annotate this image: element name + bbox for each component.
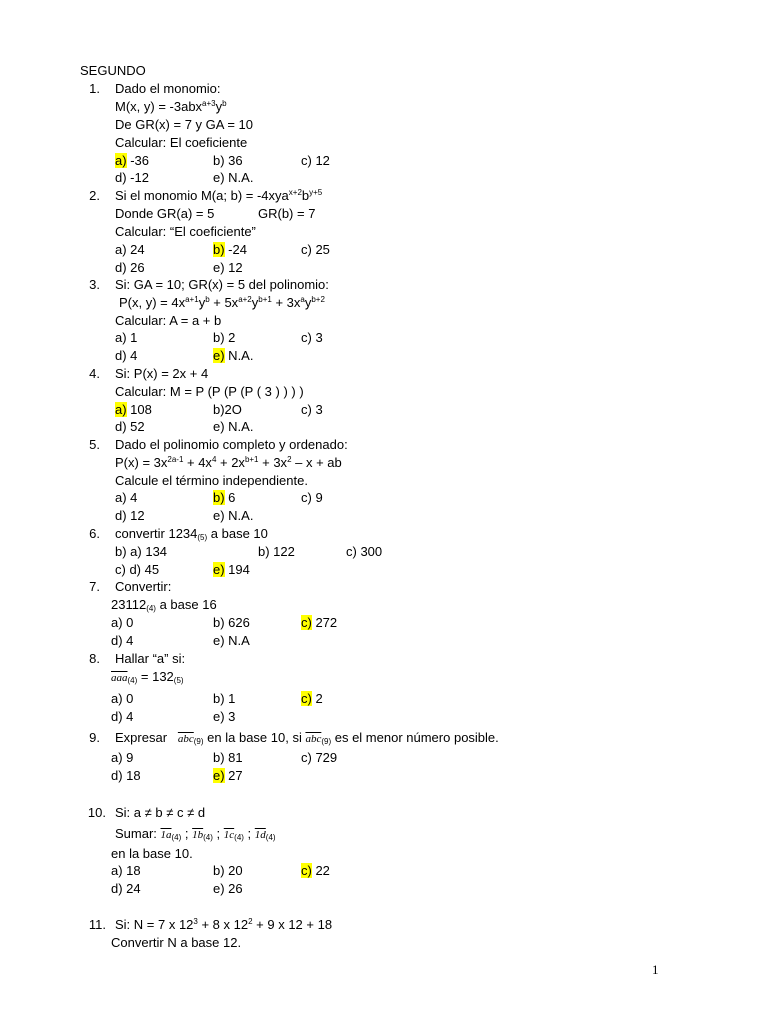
option-a: a) 18 xyxy=(111,863,141,878)
option-b: b) 81 xyxy=(213,750,243,765)
polynomial: P(x, $y) = 4x^{a+1}y^b + 5x^{a+2}y^{b+1} + 3x^ay^{b+2}$ xyxy=(119,295,325,310)
question-number: 2. xyxy=(89,188,100,203)
question-number: 5. xyxy=(89,437,100,452)
question-text: Hallar “a” si: xyxy=(115,651,186,666)
polynomial: $P(x) = 3x^{2a-1} + 4x^4 + 2x^{b+1} + 3x^2 - x$ + ab xyxy=(115,455,342,470)
option-d: d) 24 xyxy=(111,881,141,896)
instruction: Calcular: M = P (P (P (P ( 3 ) ) ) ) xyxy=(115,384,304,399)
option-a: a) 9 xyxy=(111,750,134,765)
option-d: d) 26 xyxy=(115,260,145,275)
option-e: e) N.A. xyxy=(213,348,254,363)
question-number: 6. xyxy=(89,526,100,541)
question-text: Si el monomio M(a; $b) = -4xya^{x+2}b^{y+5}$ xyxy=(115,188,323,203)
instruction: Calcule el término independiente. xyxy=(115,473,308,488)
option-c: c) 22 xyxy=(301,863,330,878)
instruction: Convertir N a base 12. xyxy=(111,935,242,950)
option-d: c) d) 45 xyxy=(115,562,160,577)
option-b: b) 20 xyxy=(213,863,243,878)
question-number: 8. xyxy=(89,651,100,666)
question-text: Dado el polinomio completo y ordenado: xyxy=(115,437,348,452)
option-b: b) -24 xyxy=(213,242,247,257)
instruction: en la base 10. xyxy=(111,846,193,861)
option-a: a) 0 xyxy=(111,615,134,630)
question-number: 4. xyxy=(89,366,100,381)
number-expression: $23112_{(4)}$ a base 16 xyxy=(111,597,217,613)
question-number: 7. xyxy=(89,579,100,594)
question-number: 11. xyxy=(88,917,106,932)
option-b: b) 626 xyxy=(213,615,250,630)
option-c: c) 729 xyxy=(301,750,338,765)
question-number: 10. xyxy=(87,805,106,820)
option-d: d) 52 xyxy=(115,419,145,434)
option-c: c) 25 xyxy=(301,242,330,257)
answer-highlight: e) xyxy=(213,562,225,577)
number-expression: $\overline{aaa}_{(4)} = 132_{(5)}$ xyxy=(111,669,184,685)
option-c: c) 3 xyxy=(301,330,323,345)
instruction: Calcular: El coeficiente xyxy=(115,135,248,150)
option-b: b) 6 xyxy=(213,490,236,505)
question-text: Convertir: xyxy=(115,579,172,594)
option-b: b) 122 xyxy=(258,544,295,559)
option-e: e) 194 xyxy=(213,562,250,577)
option-c: c) 12 xyxy=(301,153,330,168)
option-e: e) N.A. xyxy=(213,419,254,434)
instruction: Calcular: “El coeficiente” xyxy=(115,224,256,239)
option-e: e) 27 xyxy=(213,768,243,783)
option-e: e) 26 xyxy=(213,881,243,896)
option-c: c) 9 xyxy=(301,490,323,505)
heading: SEGUNDO xyxy=(80,63,146,78)
option-e: e) 12 xyxy=(213,260,243,275)
option-a: b) a) 134 xyxy=(115,544,168,559)
answer-highlight: a) xyxy=(115,402,127,417)
answer-highlight: c) xyxy=(301,691,312,706)
formula: M(x, $y) = -3abx^{a+3}y^b$ xyxy=(115,99,227,114)
option-a: a) -36 xyxy=(115,153,149,168)
option-d: d) 4 xyxy=(115,348,138,363)
instruction: Calcular: A = a + b xyxy=(115,313,222,328)
question-text: Si: P(x) = 2x + 4 xyxy=(115,366,209,381)
option-b: b) 1 xyxy=(213,691,236,706)
question-text: Si: a ≠ b ≠ c ≠ d xyxy=(115,805,206,820)
option-a: a) 4 xyxy=(115,490,138,505)
answer-highlight: b) xyxy=(213,490,225,505)
option-a: a) 1 xyxy=(115,330,138,345)
answer-highlight: a) xyxy=(115,153,127,168)
answer-highlight: c) xyxy=(301,863,312,878)
option-a: a) 0 xyxy=(111,691,134,706)
answer-highlight: b) xyxy=(213,242,225,257)
option-c: c) 2 xyxy=(301,691,323,706)
option-c: c) 3 xyxy=(301,402,323,417)
option-a: a) 24 xyxy=(115,242,145,257)
question-number: 9. xyxy=(89,730,100,745)
option-e: e) 3 xyxy=(213,709,236,724)
option-b: b) 2 xyxy=(213,330,236,345)
answer-highlight: e) xyxy=(213,768,225,783)
option-b: b) 36 xyxy=(213,153,243,168)
page-number: 1 xyxy=(652,962,659,977)
condition: Donde GR(a) = 5 xyxy=(115,206,215,221)
question-text: Expresar $\overline{abc}_{(9)}$ en la base 10, si $\overline{abc}_{(9)}$ es el menor número posible. xyxy=(115,730,499,746)
answer-highlight: e) xyxy=(213,348,225,363)
question-text: convertir $1234_{(5)}$ a base 10 xyxy=(115,526,268,542)
option-b: b)2O xyxy=(213,402,242,417)
option-e: e) N.A. xyxy=(213,170,254,185)
option-c: c) 300 xyxy=(346,544,383,559)
question-text: Dado el monomio: xyxy=(115,81,221,96)
condition: GR(b) = 7 xyxy=(258,206,316,221)
option-c: c) 272 xyxy=(301,615,338,630)
condition: De GR(x) = 7 y GA = 10 xyxy=(115,117,253,132)
answer-highlight: c) xyxy=(301,615,312,630)
question-number: 1. xyxy=(89,81,100,96)
option-d: d) 4 xyxy=(111,633,134,648)
option-d: d) 12 xyxy=(115,508,145,523)
question-number: 3. xyxy=(89,277,100,292)
question-text: Si: N = 7 x $12^3 + 8$ x $12^2 + 9$ x 12 + 18 xyxy=(115,917,333,932)
option-d: d) 18 xyxy=(111,768,141,783)
option-e: e) N.A xyxy=(213,633,250,648)
option-d: d) 4 xyxy=(111,709,134,724)
option-e: e) N.A. xyxy=(213,508,254,523)
question-text: Si: GA = 10; GR(x) = 5 del polinomio: xyxy=(115,277,329,292)
option-d: d) -12 xyxy=(115,170,149,185)
option-a: a) 108 xyxy=(115,402,152,417)
sum-expression: Sumar: $1a_{(4)}$ ; $1b_{(4)}$ ; $1c_{(4)}$ ; $1d_{(4)}$ xyxy=(115,826,276,842)
